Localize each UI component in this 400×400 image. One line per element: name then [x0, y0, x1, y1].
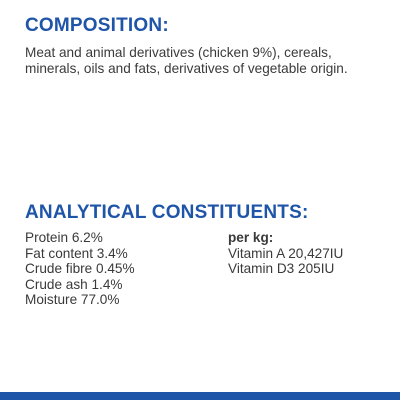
per-kg-section [228, 230, 343, 277]
vitamin-item: Vitamin D3 205IU [228, 261, 335, 276]
constituents-list [25, 230, 135, 308]
vitamin-list [228, 246, 343, 277]
vitamin-item: Vitamin A 20,427IU [228, 245, 344, 261]
constituent-item: Protein 6.2% [25, 230, 103, 245]
analytical-constituents-heading: ANALYTICAL CONSTITUENTS: [25, 202, 309, 223]
constituent-item: Moisture 77.0% [25, 292, 120, 307]
constituent-item: Fat content 3.4% [25, 245, 128, 261]
per-kg-heading: per kg: [228, 230, 274, 245]
constituent-item: Crude ash 1.4% [25, 276, 123, 292]
composition-heading: COMPOSITION: [25, 15, 169, 36]
bottom-accent-bar [0, 392, 400, 400]
composition-text: Meat and animal derivatives (chicken 9%), cereals, minerals, oils and fats, derivatives of vegetable origin. [25, 45, 348, 76]
constituent-item: Crude fibre 0.45% [25, 261, 135, 276]
